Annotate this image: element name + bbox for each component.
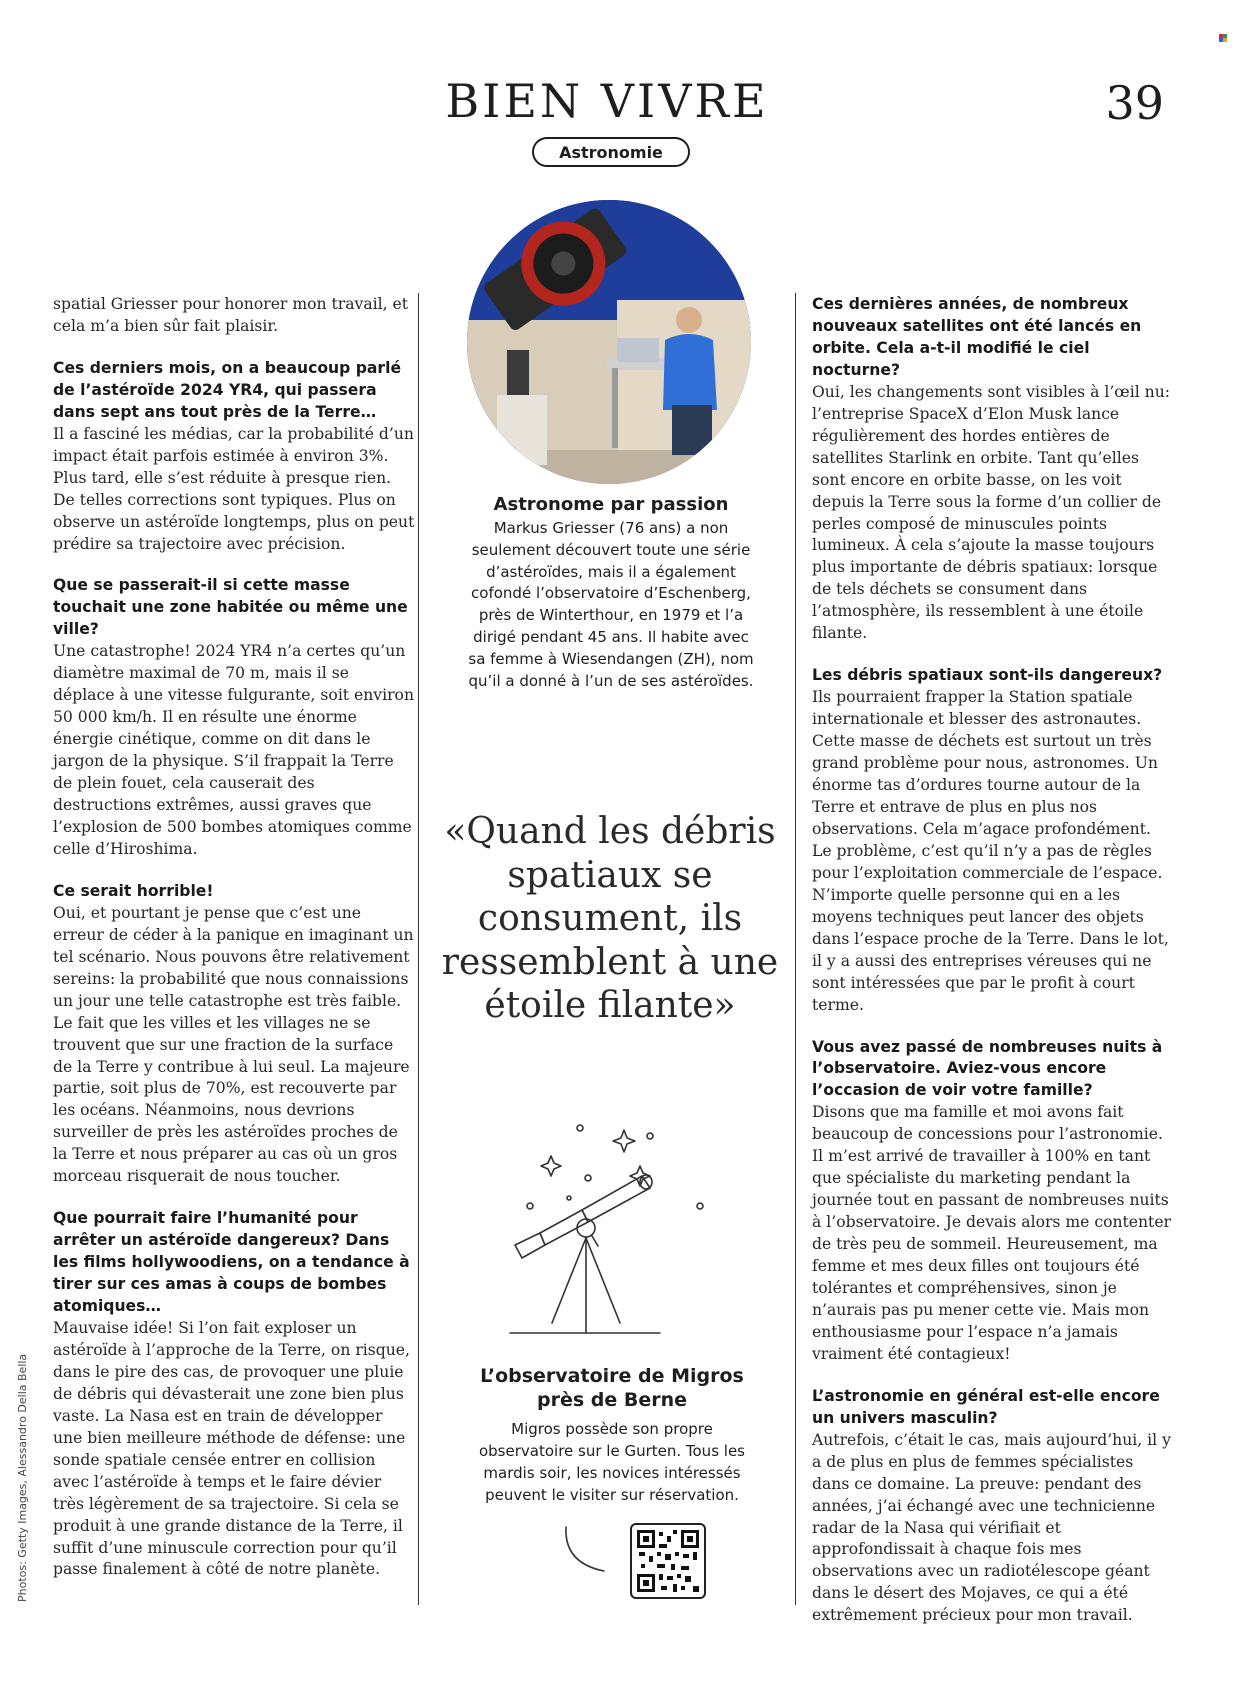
interview-question: Ce serait horrible! [53, 881, 214, 900]
interview-answer: Autrefois, c’était le cas, mais aujourd’hui, il y a de plus en plus de femmes spécialistes dans ce domaine. La preuve: pendant des années, j’ai échangé avec une technicienne radar de la Nasa qui vérifiait et approfondissait à chaque fois mes observations avec un radiotélescope géant dans le désert des Mojaves, ce qui a été extrêmement précieux pour mon travail. [812, 1430, 1171, 1625]
qr-code-area[interactable] [560, 1523, 720, 1603]
topic-tag: Astronomie [532, 137, 690, 167]
caption-body: Markus Griesser (76 ans) a non seulement découvert toute une série d’astéroïdes, mais il a également cofondé l’observatoire d’Eschenberg, près de Winterthour, en 1979 et l’a dirigé pendant 45 ans. Il habite avec sa femme à Wiesendangen (ZH), nom qu’il a donné à l’un de ses astéroïdes. [468, 519, 754, 690]
portrait-photo [467, 200, 751, 484]
info-box-title: L’observatoire de Migros près de Berne [480, 1365, 744, 1411]
column-rule-left [418, 293, 419, 1605]
interview-answer: Une catastrophe! 2024 YR4 n’a certes qu’un diamètre maximal de 70 m, mais il se déplace à une vitesse fulgurante, soit environ 50 000 km/h. Il en résulte une énorme énergie cinétique, comme on dit dans le jargon de la physique. S’il frappait la Terre de plein fouet, cela causerait des destructions extrêmes, aussi graves que l’explosion de 500 bombes atomiques comme celle d’Hiroshima. [53, 642, 414, 858]
article-column-left [53, 294, 415, 1581]
interview-answer: Disons que ma famille et moi avons fait beaucoup de concessions pour l’astronomie. Il m’est arrivé de travailler à 100% en tant que spécialiste du marketing pendant la journée tout en passant de nombreuses nuits à l’observatoire. Je devais alors me contenter de très peu de sommeil. Heureusement, ma femme et mes deux filles ont toujours été tolérantes et compréhensives, sinon je n’aurais pas pu mener cette vie. Mais mon enthousiasme pour l’espace n’a jamais vraiment été contagieux! [812, 1103, 1172, 1363]
interview-answer: Mauvaise idée! Si l’on fait exploser un astéroïde à l’approche de la Terre, on risque, dans le pire des cas, de provoquer une pluie de débris qui dévasterait une zone bien plus vaste. La Nasa est en train de développer une bien meilleure méthode de défense: une sonde spatiale censée entrer en collision avec l’astéroïde à temps et le faire dévier très légèrement de sa trajectoire. Si cela se produit à une grande distance de la Terre, il suffit d’une minuscule correction pour qu’il passe finalement à côté de notre planète. [53, 1318, 410, 1579]
section-rubric: BIEN VIVRE [445, 74, 769, 128]
interview-answer: Il a fasciné les médias, car la probabilité d’un impact était parfois estimée à environ 3%. Plus tard, elle s’est réduite à presque rien. De telles corrections sont typiques. Plus on observe un astéroïde longtemps, plus on peut prédire sa trajectoire avec précision. [53, 424, 415, 553]
photo-credit: Photos: Getty Images, Alessandro Della Bella [16, 1353, 29, 1602]
info-box-body: Migros possède son propre observatoire sur le Gurten. Tous les mardis soir, les novices intéressés peuvent le visiter sur réservation. [478, 1420, 745, 1504]
interview-question: Ces dernières années, de nombreux nouveaux satellites ont été lancés en orbite. Cela a-t-il modifié le ciel nocturne? [812, 295, 1142, 379]
qr-code[interactable] [630, 1523, 706, 1599]
interview-answer: Oui, et pourtant je pense que c’est une erreur de céder à la panique en imaginant un tel scénario. Nous pouvons être relativement sereins: la probabilité que nous connaissions un jour une telle catastrophe est très faible. Le fait que les villes et les villages ne se trouvent que sur une fraction de la surface de la Terre y contribue à lui seul. La majeure partie, soit plus de 70%, est recouverte par les océans. Néanmoins, nous devrions surveiller de près les astéroïdes proches de la Terre et nous préparer au cas où un gros morceau risquerait de nous toucher. [53, 903, 414, 1186]
info-box [462, 1364, 762, 1506]
column-rule-right [795, 293, 796, 1605]
page-number: 39 [1105, 76, 1164, 130]
photo-caption [466, 493, 756, 692]
interview-question: L’astronomie en général est-elle encore un univers masculin? [812, 1386, 1160, 1427]
interview-question: Ces derniers mois, on a beaucoup parlé de l’astéroïde 2024 YR4, qui passera dans sept ans tout près de la Terre… [53, 358, 402, 421]
interview-question: Que pourrait faire l’humanité pour arrêter un astéroïde dangereux? Dans les films hollywoodiens, on a tendance à tirer sur ces amas à coups de bombes atomiques… [53, 1209, 410, 1316]
telescope-illustration [500, 1118, 720, 1353]
brand-logo [1219, 34, 1227, 42]
article-column-right [812, 294, 1172, 1627]
interview-question: Vous avez passé de nombreuses nuits à l’observatoire. Aviez-vous encore l’occasion de voir votre famille? [812, 1037, 1163, 1100]
qr-code-icon [637, 1530, 699, 1592]
interview-answer: Ils pourraient frapper la Station spatiale internationale et blesser des astronautes. Cette masse de déchets est surtout un très grand problème pour nous, astronomes. Un énorme tas d’ordures tourne autour de la Terre et entrave de plus en plus nos observations. Cela m’agace profondément. Le problème, c’est qu’il n’y a pas de règles pour l’exploitation commerciale de l’espace. N’importe quelle personne qui en a les moyens techniques peut lancer des objets dans l’espace proche de la Terre. Dans le lot, il y a aussi des entreprises véreuses qui ne sont intéressées que par le profit à court terme. [812, 688, 1169, 1014]
interview-question: Les débris spatiaux sont-ils dangereux? [812, 666, 1163, 685]
interview-answer: Oui, les changements sont visibles à l’œil nu: l’entreprise SpaceX d’Elon Musk lance régulièrement des hordes entières de satellites Starlink en orbite. Tant qu’elles sont encore en orbite basse, on les voit depuis la Terre sous la forme d’un collier de perles composé de minuscules points lumineux. À cela s’ajoute la masse toujours plus importante de débris spatiaux: lorsque de tels déchets se consument dans l’atmosphère, ils ressemblent à une étoile filante. [812, 382, 1171, 643]
interview-question: Que se passerait-il si cette masse touchait une zone habitée ou même une ville? [53, 576, 408, 639]
caption-title: Astronome par passion [493, 494, 729, 515]
pull-quote: «Quand les débris spatiaux se consument, ils ressemblent à une étoile filante» [441, 811, 779, 1026]
interview-answer: spatial Griesser pour honorer mon travail, et cela m’a bien sûr fait plaisir. [53, 295, 409, 335]
